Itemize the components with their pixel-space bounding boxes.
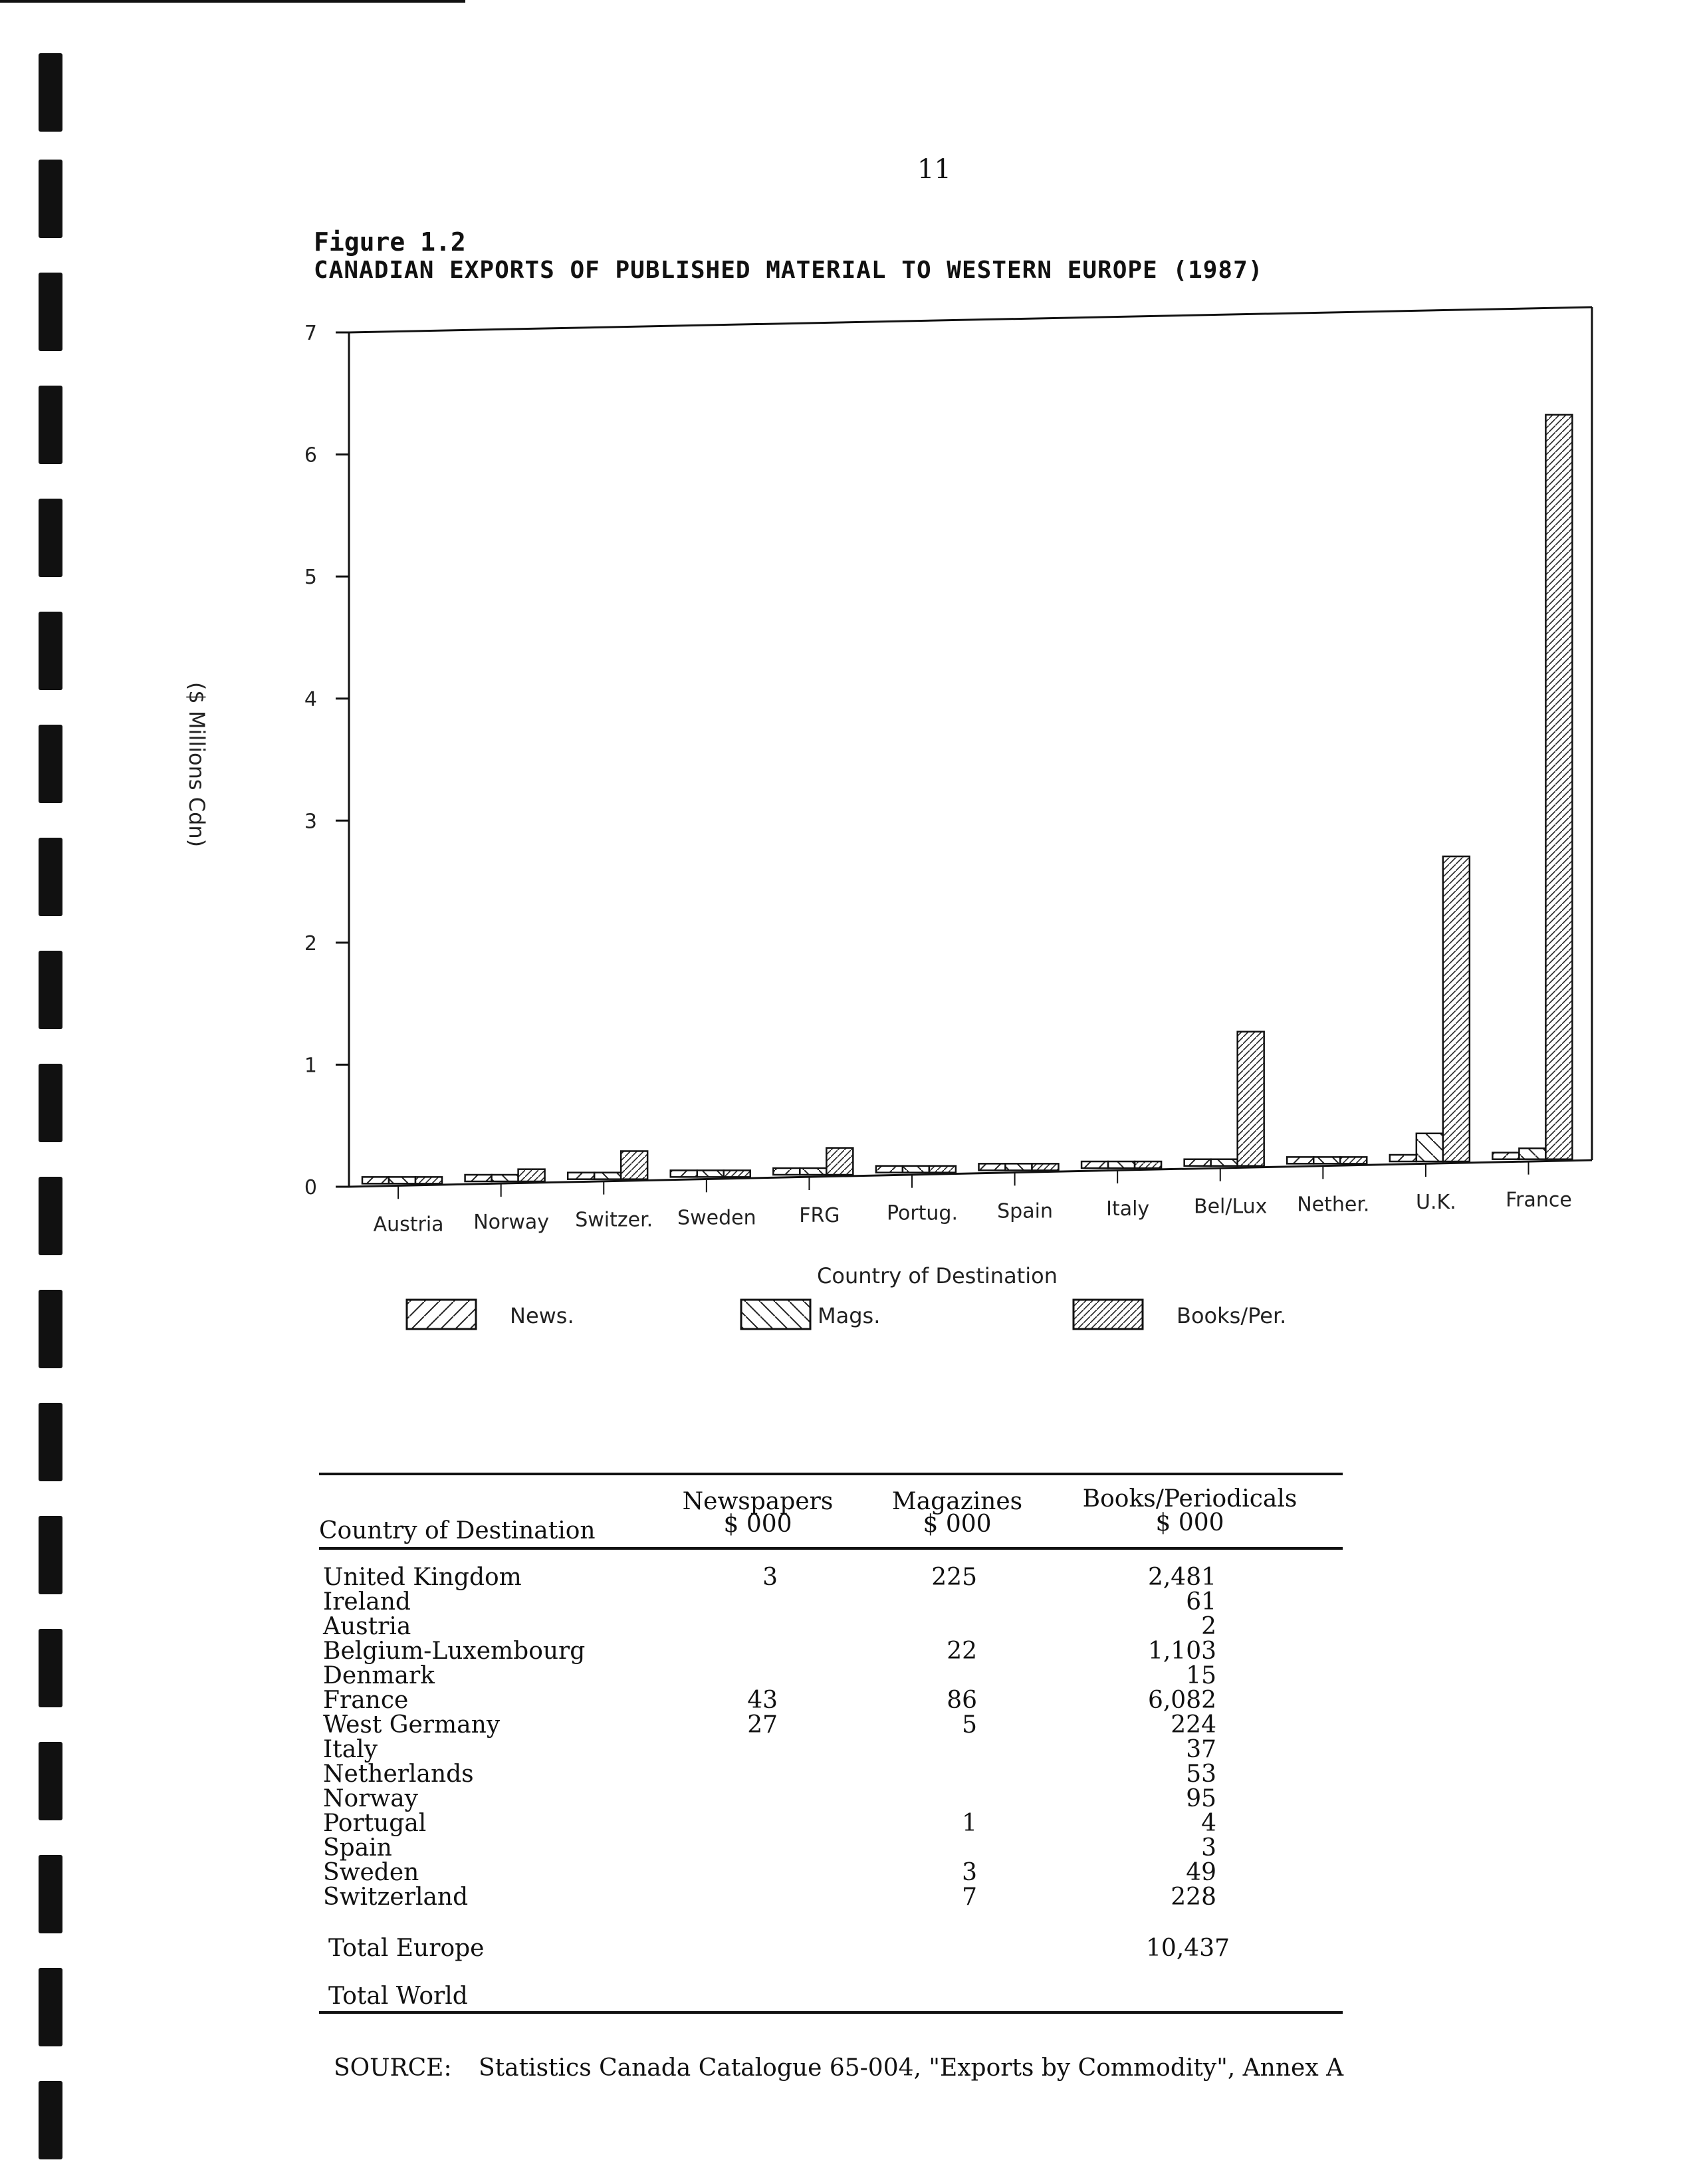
table-row-books: 1,103 [1147,1638,1216,1665]
binder-hole [39,1516,62,1594]
header-books-unit: $ 000 [1155,1509,1224,1536]
table-header-rule [319,1547,1343,1550]
bar-books-6 [1032,1163,1059,1170]
table-row-books: 2 [1201,1613,1216,1640]
table-row-country: France [323,1687,409,1714]
table-row-magazines: 3 [962,1859,977,1886]
table-row-country: Italy [323,1736,378,1763]
bar-news-9 [1287,1157,1313,1163]
table-row-country: Sweden [323,1859,419,1886]
table-row-books: 3 [1201,1834,1216,1862]
bar-news-0 [362,1177,389,1183]
binder-hole [39,1742,62,1820]
bar-books-11 [1545,415,1572,1159]
legend-label-news: News. [510,1303,574,1328]
table-row-country: West Germany [323,1711,501,1739]
bar-mags-10 [1416,1134,1443,1161]
legend [407,1300,1286,1329]
bar-mags-4 [800,1168,826,1175]
table-row-magazines: 7 [962,1883,977,1911]
bar-news-5 [876,1166,903,1173]
y-axis [184,322,349,1199]
table-row-magazines: 5 [962,1711,977,1739]
bar-mags-2 [594,1173,621,1179]
bar-mags-9 [1313,1157,1340,1163]
figure-title: CANADIAN EXPORTS OF PUBLISHED MATERIAL TO WESTERN EUROPE (1987) [314,257,1264,284]
table-row-books: 224 [1171,1711,1216,1739]
bar-news-4 [773,1168,800,1175]
binder-hole [39,1855,62,1933]
table-row-books: 4 [1201,1810,1216,1837]
x-tick-label: Nether. [1297,1193,1370,1217]
x-tick-label: Austria [373,1213,444,1237]
bar-mags-3 [697,1170,724,1177]
table-row-country: Spain [323,1834,392,1862]
table-row-country: United Kingdom [323,1564,522,1591]
bar-books-1 [518,1169,545,1181]
x-axis [374,1161,1572,1288]
bar-mags-5 [903,1166,929,1173]
legend-label-mags: Mags. [818,1303,881,1328]
table-row-newspapers: 27 [747,1711,778,1739]
bar-books-9 [1340,1157,1367,1163]
x-tick-label: France [1506,1188,1572,1212]
legend-swatch-mags [741,1300,810,1329]
table-row-books: 49 [1186,1859,1216,1886]
source-text: Statistics Canada Catalogue 65-004, "Exports by Commodity", Annex A [479,2054,1344,2082]
table-row-magazines: 1 [962,1810,977,1837]
legend-swatch-books [1073,1300,1143,1329]
bar-news-2 [568,1173,594,1179]
y-tick-label: 3 [304,810,317,834]
table-row-magazines: 225 [931,1564,977,1591]
table-row-books: 228 [1171,1883,1216,1911]
table-row-country: Ireland [323,1588,411,1616]
y-tick-label: 5 [304,566,317,590]
bar-news-10 [1390,1155,1416,1161]
binder-hole [39,1968,62,2046]
plot-top-border [349,307,1592,332]
x-tick-label: Bel/Lux [1194,1195,1268,1219]
x-tick-label: Portug. [886,1201,958,1225]
bar-books-8 [1238,1032,1264,1166]
table-row-books: 15 [1186,1662,1216,1689]
bar-news-3 [671,1170,697,1177]
x-tick-label: Sweden [677,1206,756,1230]
legend-swatch-news [407,1300,476,1329]
table-total-label: Total World [328,1983,468,2010]
bar-books-3 [724,1170,750,1177]
bars [362,415,1572,1183]
y-tick-label: 0 [304,1176,317,1199]
binder-hole [39,1629,62,1707]
table-row-books: 2,481 [1147,1564,1216,1591]
bar-mags-6 [1006,1163,1032,1170]
header-books: Books/Periodicals [1082,1485,1297,1513]
table-row-country: Denmark [323,1662,435,1689]
header-newspapers: Newspapers [682,1488,834,1515]
bar-mags-1 [492,1175,518,1181]
y-tick-label: 2 [304,931,317,955]
table-row-books: 61 [1186,1588,1216,1616]
bar-books-4 [826,1148,853,1175]
table-bottom-rule [319,2011,1343,2014]
table-row-books: 6,082 [1147,1687,1216,1714]
table-row-books: 53 [1186,1760,1216,1788]
bar-books-2 [621,1151,647,1179]
x-tick-label: U.K. [1416,1191,1456,1214]
bar-news-11 [1492,1153,1519,1159]
header-magazines-unit: $ 000 [923,1511,992,1538]
bar-mags-8 [1211,1159,1238,1166]
bar-books-0 [415,1177,442,1183]
bar-news-7 [1081,1161,1108,1168]
table-total-label: Total Europe [328,1935,485,1962]
table-row-books: 37 [1186,1736,1216,1763]
bar-news-1 [465,1175,492,1181]
table-row-newspapers: 43 [747,1687,778,1714]
table-row-newspapers: 3 [762,1564,778,1591]
header-country: Country of Destination [319,1517,596,1544]
binder-hole [39,2081,62,2159]
y-tick-label: 4 [304,687,317,711]
y-axis-title: ($ Millions Cdn) [184,681,209,848]
header-newspapers-unit: $ 000 [723,1511,792,1538]
table-row-country: Switzerland [323,1883,469,1911]
bar-mags-0 [389,1177,415,1183]
source-label: SOURCE: [334,2054,452,2082]
table-row-magazines: 86 [947,1687,977,1714]
table-top-rule [319,1473,1343,1475]
x-tick-label: FRG [799,1204,840,1227]
y-tick-label: 6 [304,443,317,467]
x-tick-label: Norway [473,1211,550,1234]
plot-frame [349,307,1592,1187]
bar-books-5 [929,1166,956,1173]
table-row-country: Netherlands [323,1760,474,1788]
page-number: 11 [917,154,951,185]
table-row-country: Norway [323,1785,418,1812]
binder-hole [39,1403,62,1481]
table-row-magazines: 22 [947,1638,977,1665]
bar-books-7 [1135,1161,1161,1168]
table-total-books: 10,437 [1146,1935,1230,1962]
bar-mags-7 [1108,1161,1135,1168]
y-tick-label: 1 [304,1054,317,1078]
table-row-country: Portugal [323,1810,427,1837]
y-tick-label: 7 [304,322,317,345]
header-magazines: Magazines [891,1488,1023,1515]
x-tick-label: Italy [1106,1197,1150,1221]
table-row-country: Belgium-Luxembourg [323,1638,586,1665]
figure-label: Figure 1.2 [314,227,466,257]
x-axis-title: Country of Destination [817,1263,1058,1288]
table-row-country: Austria [323,1613,411,1640]
bar-books-10 [1443,856,1470,1161]
legend-label-books: Books/Per. [1177,1303,1287,1328]
table-row-books: 95 [1186,1785,1216,1812]
x-tick-label: Switzer. [575,1208,653,1232]
x-tick-label: Spain [997,1199,1053,1223]
bar-news-6 [979,1163,1006,1170]
bar-news-8 [1184,1159,1211,1166]
bar-mags-11 [1519,1148,1545,1159]
